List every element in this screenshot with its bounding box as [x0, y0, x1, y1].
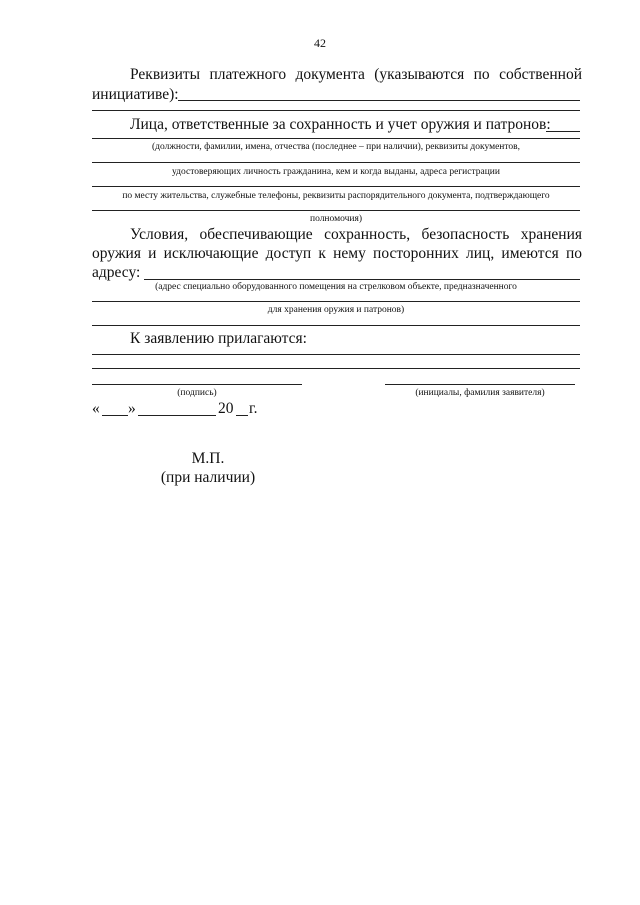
conditions-line2: оружия и исключающие доступ к нему посторонних лиц, имеются по [92, 245, 582, 262]
responsible-persons-hint-4: полномочия) [309, 214, 362, 224]
stamp-label: М.П. [191, 450, 225, 467]
date-month-line[interactable] [138, 415, 216, 416]
signature-line[interactable] [92, 384, 302, 385]
conditions-line3: адресу: [92, 264, 141, 281]
signature-label: (подпись) [177, 388, 217, 398]
conditions-line1: Условия, обеспечивающие сохранность, безопасность хранения [130, 226, 582, 243]
conditions-line-3[interactable] [92, 325, 580, 326]
payment-requisites-extra-line[interactable] [92, 110, 580, 111]
applicant-name-line[interactable] [385, 384, 575, 385]
responsible-persons-line-3[interactable] [92, 186, 580, 187]
date-year-line[interactable] [236, 415, 248, 416]
payment-requisites-fill-line[interactable] [178, 100, 580, 101]
date-open-quote: « [92, 400, 100, 417]
date-close-quote: » [128, 400, 136, 417]
responsible-persons-line-1[interactable] [92, 138, 580, 139]
attachments-line-2[interactable] [92, 368, 580, 369]
payment-requisites-line2: инициативе): [92, 86, 179, 103]
responsible-persons-fill-line[interactable] [546, 131, 580, 132]
responsible-persons-title: Лица, ответственные за сохранность и учет оружия и патронов: [130, 116, 551, 133]
stamp-note: (при наличии) [160, 469, 256, 486]
conditions-address-fill-line[interactable] [144, 279, 580, 280]
responsible-persons-line-2[interactable] [92, 162, 580, 163]
responsible-persons-line-4[interactable] [92, 210, 580, 211]
conditions-hint-1: (адрес специально оборудованного помещения на стрелковом объекте, предназначенного [155, 282, 517, 292]
responsible-persons-hint-1: (должности, фамилии, имена, отчества (последнее – при наличии), реквизиты документов, [151, 142, 521, 152]
date-year-suffix: г. [249, 400, 258, 417]
attachments-line-1[interactable] [92, 354, 580, 355]
date-day-line[interactable] [102, 415, 128, 416]
applicant-name-label: (инициалы, фамилия заявителя) [415, 388, 545, 398]
conditions-line-2[interactable] [92, 301, 580, 302]
payment-requisites-line1: Реквизиты платежного документа (указываются по собственной [130, 66, 582, 83]
responsible-persons-hint-2: удостоверяющих личность гражданина, кем и когда выданы, адреса регистрации [172, 167, 500, 177]
page-number: 42 [314, 36, 326, 50]
responsible-persons-hint-3: по месту жительства, служебные телефоны, реквизиты распорядительного документа, подтверждающего [122, 191, 550, 201]
conditions-hint-2: для хранения оружия и патронов) [267, 305, 405, 315]
date-year-prefix: 20 [218, 400, 234, 417]
attachments-title: К заявлению прилагаются: [130, 330, 307, 347]
